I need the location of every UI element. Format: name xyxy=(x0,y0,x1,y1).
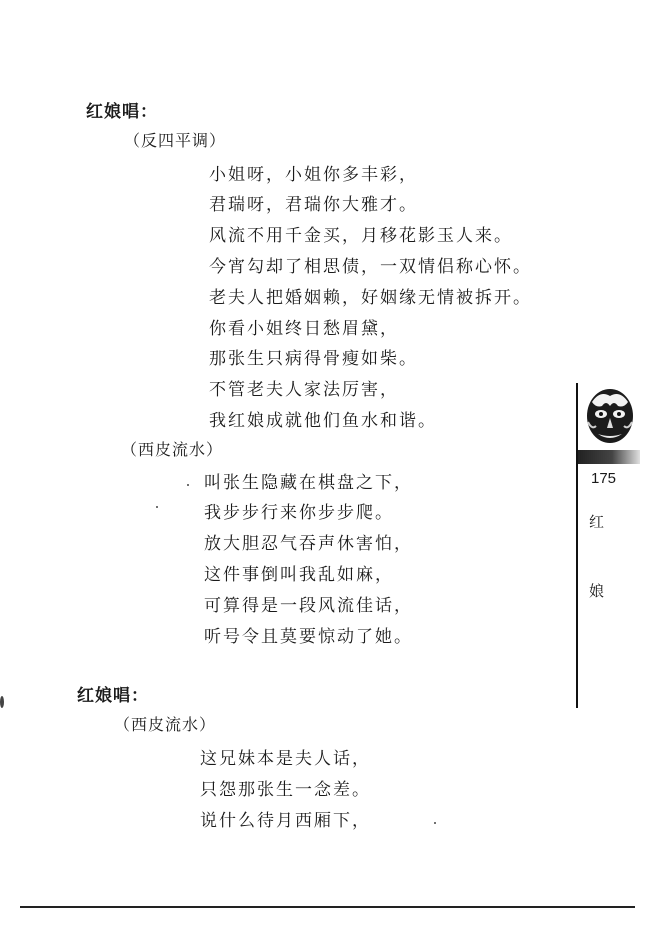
lyric-line: 老夫人把婚姻赖，好姻缘无情被拆开。 xyxy=(209,288,532,308)
scan-mark xyxy=(0,696,4,708)
speaker-label: 红娘唱： xyxy=(86,102,158,122)
scan-speck xyxy=(434,822,436,824)
lyric-line: 听号令且莫要惊动了她。 xyxy=(204,627,413,647)
lyric-line: 君瑞呀，君瑞你大雅才。 xyxy=(209,195,418,215)
lyric-line: 这兄妹本是夫人话， xyxy=(200,749,371,769)
scan-speck xyxy=(156,506,158,508)
margin-rule xyxy=(576,383,578,708)
tune-name: （西皮流水） xyxy=(114,715,217,734)
running-title-char: 娘 xyxy=(589,582,605,600)
lyric-line: 可算得是一段风流佳话， xyxy=(204,596,413,616)
page-number: 175 xyxy=(591,470,617,487)
lyric-line: 这件事倒叫我乱如麻， xyxy=(204,565,394,585)
lyric-line: 风流不用千金买，月移花影玉人来。 xyxy=(209,226,513,246)
lyric-line: 你看小姐终日愁眉黛， xyxy=(209,319,399,339)
lyric-line: 说什么待月西厢下， xyxy=(200,811,371,831)
lyric-line: 我红娘成就他们鱼水和谐。 xyxy=(209,411,437,431)
tune-name: （西皮流水） xyxy=(121,440,224,459)
scan-speck xyxy=(187,484,189,486)
lyric-line: 今宵勾却了相思债，一双情侣称心怀。 xyxy=(209,257,532,277)
speaker-label: 红娘唱： xyxy=(77,686,149,706)
lyric-line: 那张生只病得骨瘦如柴。 xyxy=(209,349,418,369)
lyric-line: 不管老夫人家法厉害， xyxy=(209,380,399,400)
lyric-line: 放大胆忍气吞声休害怕， xyxy=(204,534,413,554)
lyric-line: 小姐呀，小姐你多丰彩， xyxy=(209,165,418,185)
lyric-line: 只怨那张生一念差。 xyxy=(200,780,371,800)
margin-band xyxy=(578,450,640,464)
opera-mask-icon xyxy=(580,382,640,448)
lyric-line: 我步步行来你步步爬。 xyxy=(204,503,394,523)
lyric-line: 叫张生隐藏在棋盘之下， xyxy=(204,473,413,493)
tune-name: （反四平调） xyxy=(124,131,227,150)
bottom-rule xyxy=(20,906,635,908)
running-title-char: 红 xyxy=(589,513,605,531)
